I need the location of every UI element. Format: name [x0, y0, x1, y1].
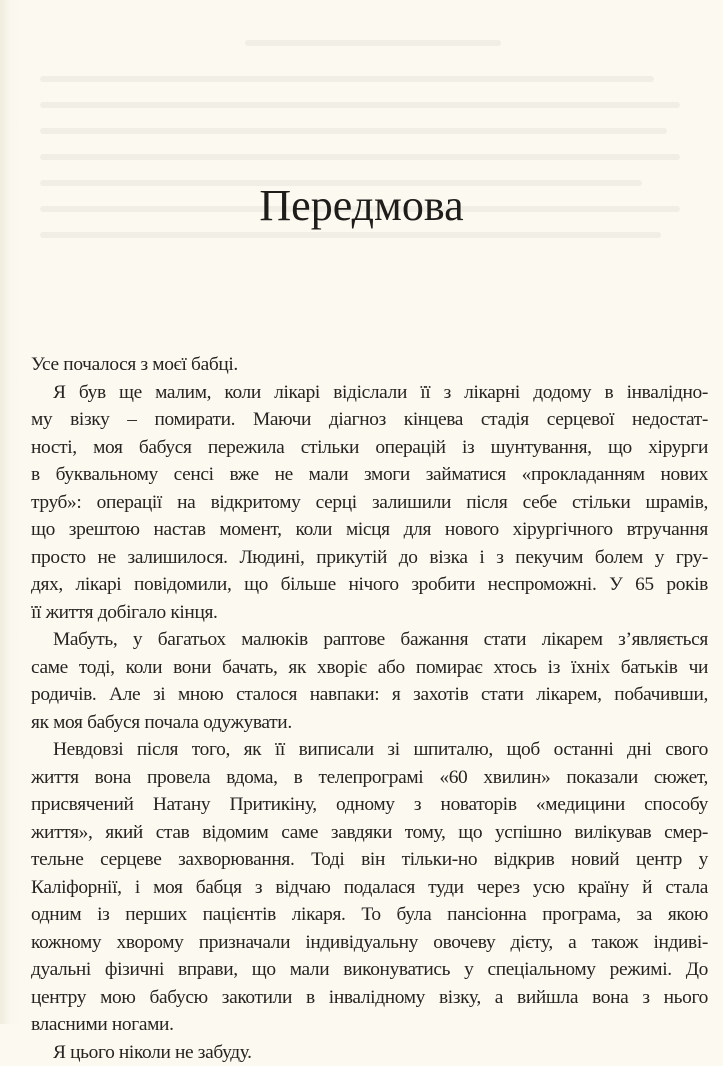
text-line: просто не залишилося. Людині, прикутій до візка і з пекучим болем у гру- [31, 544, 708, 572]
text-line: му візку – помирати. Маючи діагноз кінцева стадія серцевої недостат- [31, 406, 708, 434]
text-line: в буквальному сенсі вже не мали змоги займатися «прокладанням нових [31, 461, 708, 489]
text-line: одним із перших пацієнтів лікаря. То була пансіонна програма, за якою [31, 901, 708, 929]
text-line: кожному хворому призначали індивідуальну овочеву дієту, а також індиві- [31, 929, 708, 957]
bleed-line [40, 128, 667, 134]
text-line: присвячений Натану Притикіну, одному з новаторів «медицини способу [31, 791, 708, 819]
text-line: дях, лікарі повідомили, що більше нічого зробити неспроможні. У 65 років [31, 571, 708, 599]
paragraph [31, 379, 708, 627]
chapter-title: Передмова [0, 178, 723, 234]
paragraph [31, 626, 708, 736]
text-line: Мабуть, у багатьох малюків раптове бажання стати лікарем з’являється [31, 626, 708, 654]
text-line: Я був ще малим, коли лікарі відіслали її з лікарні додому в інвалідно- [31, 379, 708, 407]
text-line: центру мою бабусю закотили в інвалідному візку, а вийшла вона з нього [31, 984, 708, 1012]
reverse-side-bleed-through [40, 40, 680, 280]
text-line: тельне серцеве захворювання. Тоді він тільки-но відкрив новий центр у [31, 846, 708, 874]
text-line: дуальні фізичні вправи, що мали виконуватись у спеціальному режимі. До [31, 956, 708, 984]
bleed-line [40, 102, 680, 108]
text-line: Каліфорнії, і моя бабця з відчаю подалася туди через усю країну й стала [31, 874, 708, 902]
text-line: життя вона провела вдома, в телепрограмі «60 хвилин» показали сюжет, [31, 764, 708, 792]
bleed-line [40, 154, 680, 160]
text-line: Я цього ніколи не забуду. [31, 1039, 708, 1066]
text-line: саме тоді, коли вони бачать, як хворіє або помирає хтось із їхніх батьків чи [31, 654, 708, 682]
text-line: як моя бабуся почала одужувати. [31, 709, 708, 737]
text-line: що зрештою настав момент, коли місця для нового хірургічного втручання [31, 516, 708, 544]
paragraph [31, 351, 708, 379]
text-line: Невдовзі після того, як її виписали зі шпиталю, щоб останні дні свого [31, 736, 708, 764]
bleed-line [245, 40, 501, 46]
paragraph [31, 736, 708, 1039]
text-line: Усе почалося з моєї бабці. [31, 351, 708, 379]
text-line: життя», який став відомим саме завдяки тому, що успішно вилікував смер- [31, 819, 708, 847]
text-line: її життя добігало кінця. [31, 599, 708, 627]
bleed-line [40, 76, 654, 82]
text-line: родичів. Але зі мною сталося навпаки: я захотів стати лікарем, побачивши, [31, 681, 708, 709]
paragraph [31, 1039, 708, 1066]
text-line: власними ногами. [31, 1011, 708, 1039]
body-text [31, 351, 708, 1066]
text-line: труб»: операції на відкритому серці залишили після себе стільки шрамів, [31, 489, 708, 517]
text-line: ності, моя бабуся пережила стільки операцій із шунтування, що хірурги [31, 434, 708, 462]
